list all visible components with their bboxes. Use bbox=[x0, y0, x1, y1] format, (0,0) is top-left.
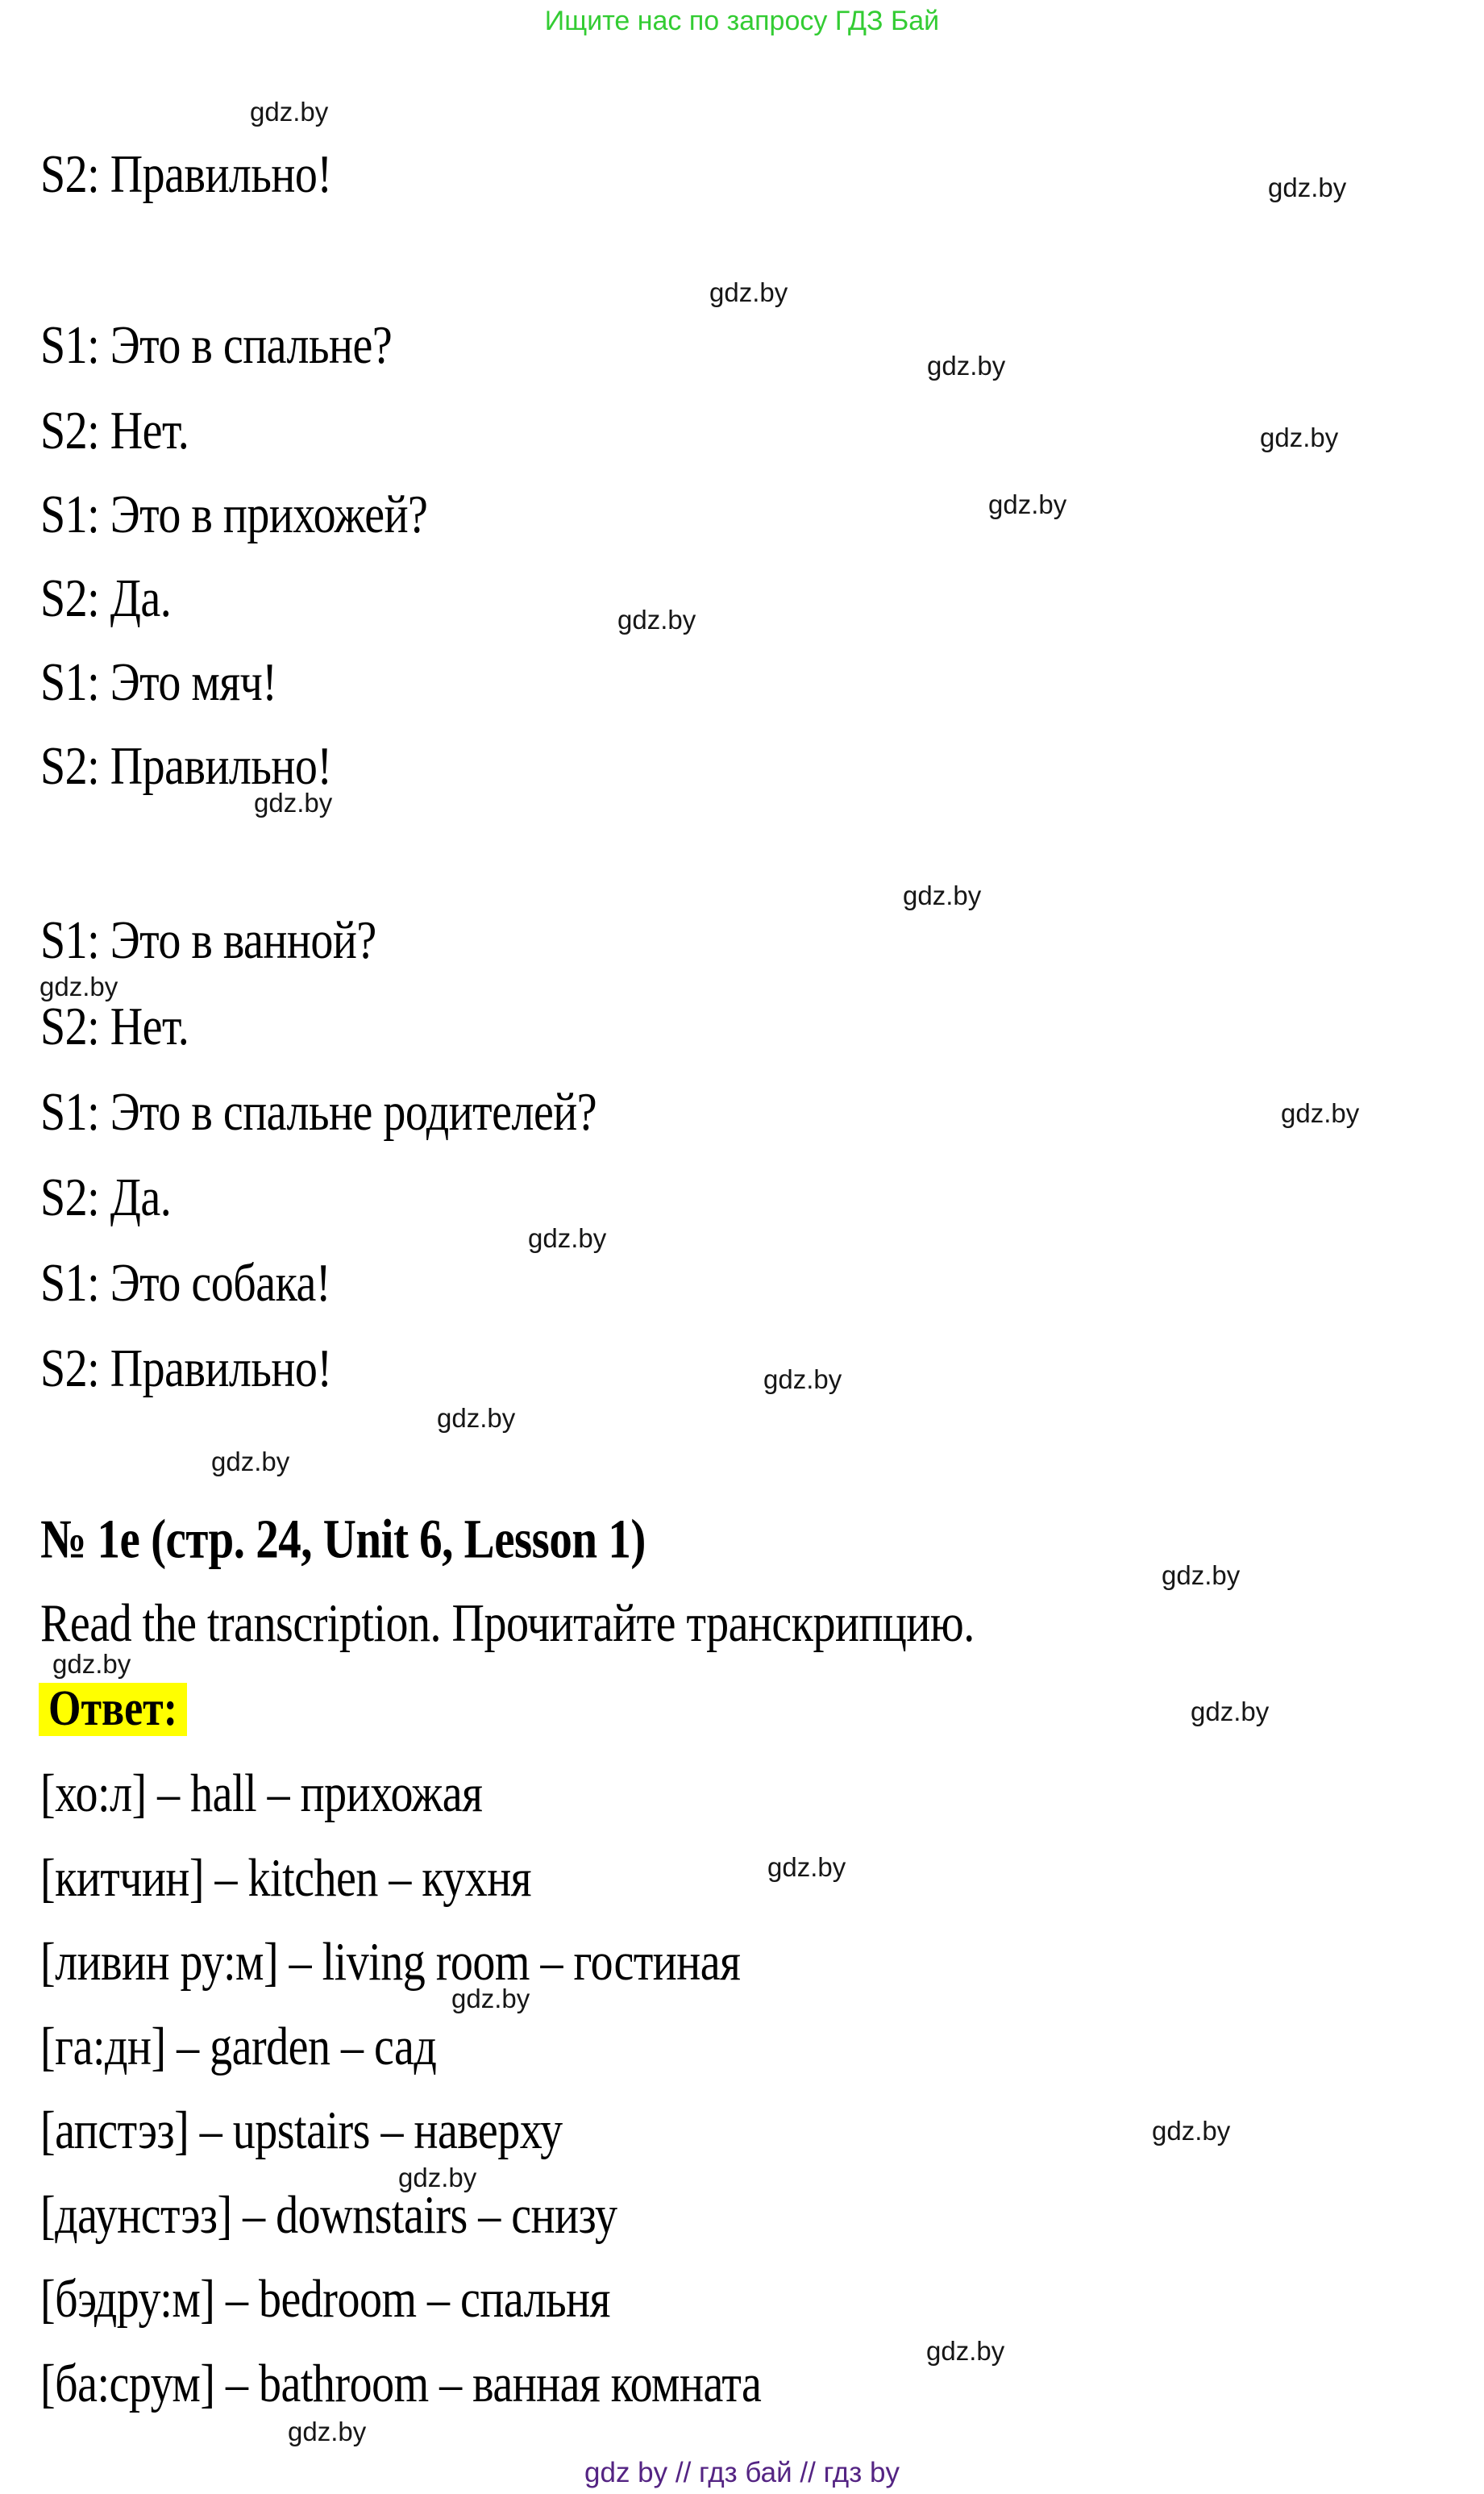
gdz-watermark: gdz.by bbox=[1162, 1560, 1241, 1590]
answer-label: Ответ: bbox=[48, 1681, 178, 1737]
dialogue-line: S2: Да. bbox=[40, 568, 172, 629]
transcription-line: [хо:л] – hall – прихожая bbox=[40, 1763, 483, 1824]
promo-banner: Ищите нас по запросу ГДЗ Бай bbox=[544, 6, 940, 36]
gdz-watermark: gdz.by bbox=[288, 2417, 367, 2446]
dialogue-line: S2: Да. bbox=[40, 1168, 172, 1228]
gdz-watermark: gdz.by bbox=[254, 788, 333, 818]
footer-links: gdz by // гдз бай // гдз by bbox=[584, 2457, 900, 2488]
dialogue-line: S2: Нет. bbox=[40, 997, 189, 1057]
transcription-line: [ливин ру:м] – living room – гостиная bbox=[40, 1932, 741, 1992]
gdz-watermark: gdz.by bbox=[927, 351, 1006, 381]
gdz-watermark: gdz.by bbox=[926, 2336, 1005, 2366]
transcription-line: [даунстэз] – downstairs – снизу bbox=[40, 2185, 617, 2246]
transcription-line: [апстэз] – upstairs – наверху bbox=[40, 2101, 563, 2161]
gdz-watermark: gdz.by bbox=[988, 489, 1067, 519]
gdz-watermark: gdz.by bbox=[617, 605, 696, 635]
dialogue-line: S2: Нет. bbox=[40, 401, 189, 461]
gdz-watermark: gdz.by bbox=[1260, 423, 1339, 452]
gdz-watermark: gdz.by bbox=[250, 97, 329, 127]
transcription-line: [га:дн] – garden – сад bbox=[40, 2017, 437, 2077]
answer-highlight bbox=[39, 1683, 187, 1736]
gdz-watermark: gdz.by bbox=[767, 1852, 846, 1882]
dialogue-line: S1: Это собака! bbox=[40, 1253, 330, 1314]
gdz-watermark: gdz.by bbox=[763, 1364, 842, 1394]
gdz-watermark: gdz.by bbox=[1152, 2116, 1231, 2146]
gdz-watermark: gdz.by bbox=[1268, 173, 1347, 202]
task-instruction: Read the transcription. Прочитайте транскрипцию. bbox=[40, 1593, 975, 1654]
dialogue-line: S1: Это в спальне родителей? bbox=[40, 1082, 597, 1143]
dialogue-line: S1: Это в спальне? bbox=[40, 315, 393, 376]
gdz-watermark: gdz.by bbox=[1191, 1697, 1270, 1726]
dialogue-line: S1: Это в ванной? bbox=[40, 910, 376, 971]
gdz-watermark: gdz.by bbox=[39, 972, 118, 1001]
gdz-watermark: gdz.by bbox=[1281, 1098, 1360, 1128]
gdz-watermark: gdz.by bbox=[211, 1447, 290, 1476]
gdz-watermark: gdz.by bbox=[528, 1223, 607, 1253]
gdz-watermark: gdz.by bbox=[451, 1984, 530, 2013]
dialogue-line: S1: Это в прихожей? bbox=[40, 485, 428, 545]
gdz-watermark: gdz.by bbox=[903, 881, 982, 910]
task-heading: № 1e (стр. 24, Unit 6, Lesson 1) bbox=[40, 1509, 646, 1570]
transcription-line: [китчин] – kitchen – кухня bbox=[40, 1848, 532, 1909]
dialogue-line: S2: Правильно! bbox=[40, 1339, 332, 1399]
gdz-watermark: gdz.by bbox=[709, 277, 788, 307]
gdz-watermark: gdz.by bbox=[52, 1649, 131, 1679]
transcription-line: [ба:срум] – bathroom – ванная комната bbox=[40, 2354, 762, 2414]
dialogue-line: S2: Правильно! bbox=[40, 736, 332, 797]
transcription-line: [бэдру:м] – bedroom – спальня bbox=[40, 2269, 610, 2330]
dialogue-line: S1: Это мяч! bbox=[40, 652, 277, 713]
gdz-watermark: gdz.by bbox=[398, 2163, 477, 2192]
dialogue-line: S2: Правильно! bbox=[40, 144, 332, 205]
gdz-watermark: gdz.by bbox=[437, 1403, 516, 1433]
